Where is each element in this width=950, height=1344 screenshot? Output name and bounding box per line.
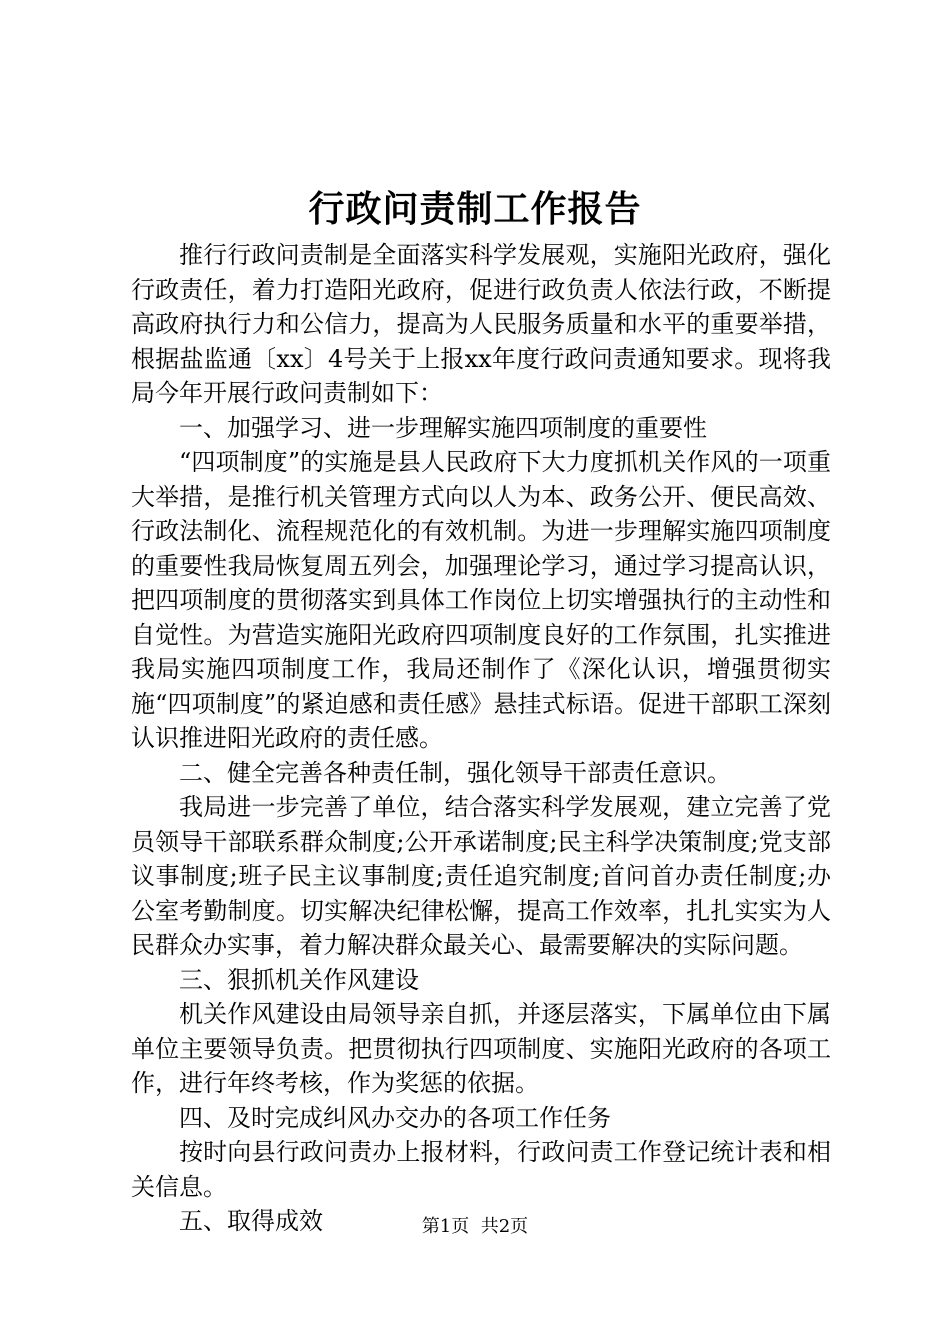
document-title: 行政问责制工作报告 bbox=[308, 188, 642, 230]
section-heading-4: 四、及时完成纠风办交办的各项工作任务 bbox=[179, 1103, 611, 1132]
section-heading-5: 五、取得成效 bbox=[179, 1207, 323, 1235]
section-heading-1: 一、加强学习、进一步理解实施四项制度的重要性 bbox=[179, 413, 707, 442]
page-footer bbox=[0, 1215, 950, 1239]
page-number: 第1页 bbox=[421, 1216, 470, 1237]
section-heading-2: 二、健全完善各种责任制，强化领导干部责任意识。 bbox=[179, 758, 731, 787]
section-3-paragraph: 机关作风建设由局领导亲自抓，并逐层落实，下属单位由下属单位主要领导负责。把贯彻执行四项制度、实施阳光政府的各项工作，进行年终考核，作为奖惩的依据。 bbox=[131, 1000, 831, 1097]
page-total: 共2页 bbox=[480, 1216, 529, 1237]
section-4-paragraph: 按时向县行政问责办上报材料，行政问责工作登记统计表和相关信息。 bbox=[131, 1138, 831, 1201]
footer-spacer bbox=[469, 1216, 480, 1237]
section-heading-3: 三、狠抓机关作风建设 bbox=[179, 965, 419, 994]
document-body bbox=[131, 238, 831, 1239]
intro-paragraph: 推行行政问责制是全面落实科学发展观，实施阳光政府，强化行政责任，着力打造阳光政府，促进行政负责人依法行政，不断提高政府执行力和公信力，提高为人民服务质量和水平的重要举措，根据盐监通〔xx〕4号关于上报xx年度行政问责通知要求。现将我局今年开展行政问责制如下： bbox=[131, 241, 831, 407]
section-2-paragraph: 我局进一步完善了单位，结合落实科学发展观，建立完善了党员领导干部联系群众制度;公开承诺制度;民主科学决策制度;党支部议事制度;班子民主议事制度;责任追究制度;首问首办责任制度;办公室考勤制度。切实解决纪律松懈，提高工作效率，扎扎实实为人民群众办实事，着力解决群众最关心、最需要解决的实际问题。 bbox=[131, 793, 831, 959]
section-1-paragraph: “四项制度”的实施是县人民政府下大力度抓机关作风的一项重大举措，是推行机关管理方式向以人为本、政务公开、便民高效、行政法制化、流程规范化的有效机制。为进一步理解实施四项制度的重要性我局恢复周五列会，加强理论学习，通过学习提高认识，把四项制度的贯彻落实到具体工作岗位上切实增强执行的主动性和自觉性。为营造实施阳光政府四项制度良好的工作氛围，扎实推进我局实施四项制度工作，我局还制作了《深化认识，增强贯彻实施“四项制度”的紧迫感和责任感》悬挂式标语。促进干部职工深刻认识推进阳光政府的责任感。 bbox=[131, 448, 831, 752]
